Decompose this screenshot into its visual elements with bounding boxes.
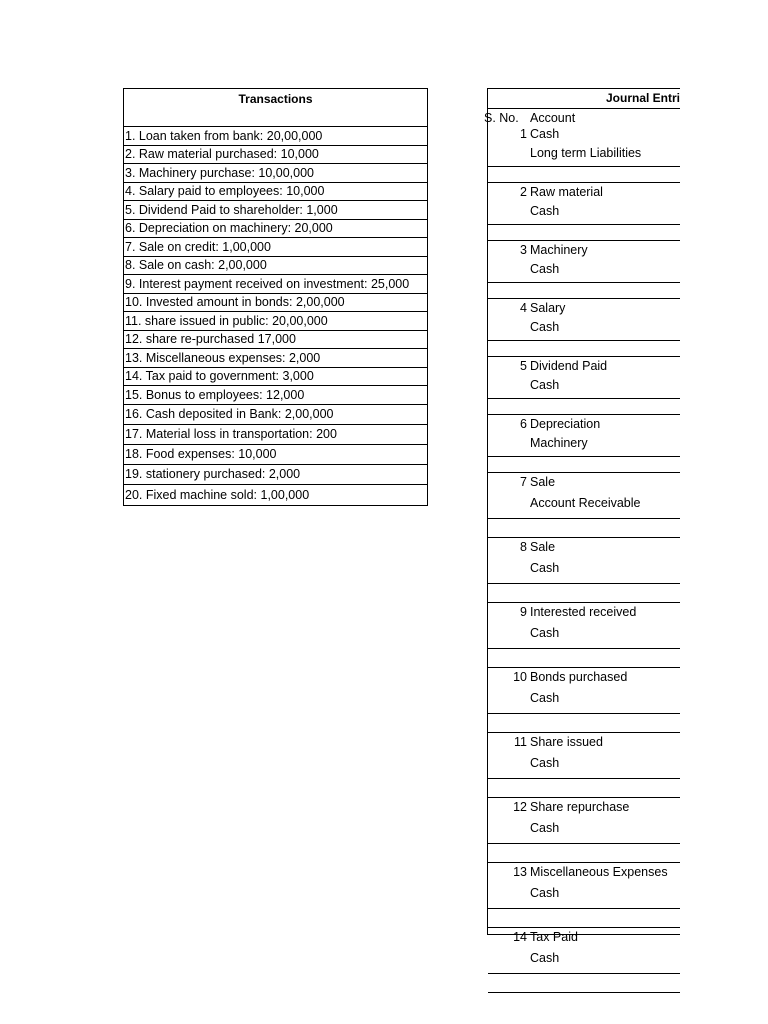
credit-account: Long term Liabilities	[530, 146, 642, 160]
entry-number: 2	[520, 185, 527, 199]
credit-account: Cash	[530, 951, 560, 965]
entry-number: 6	[520, 417, 527, 431]
entry-separator	[488, 843, 680, 844]
debit-account: Raw material	[530, 185, 603, 199]
entry-separator	[488, 340, 680, 341]
transaction-row: 17. Material loss in transportation: 200	[124, 425, 427, 445]
debit-account: Miscellaneous Expenses	[530, 865, 668, 879]
transaction-row: 19. stationery purchased: 2,000	[124, 465, 427, 485]
credit-account: Cash	[530, 561, 560, 575]
transaction-row: 6. Depreciation on machinery: 20,000	[124, 220, 427, 239]
transaction-row: 10. Invested amount in bonds: 2,00,000	[124, 294, 427, 313]
transaction-row: 16. Cash deposited in Bank: 2,00,000	[124, 405, 427, 425]
credit-account: Cash	[530, 756, 560, 770]
sno-column-header: S. No.	[484, 111, 519, 125]
entry-separator	[488, 518, 680, 519]
debit-account: Sale	[530, 475, 556, 489]
transaction-row: 20. Fixed machine sold: 1,00,000	[125, 487, 310, 502]
entry-number: 13	[513, 865, 527, 879]
entry-number: 12	[513, 800, 527, 814]
debit-account: Cash	[530, 127, 560, 141]
entry-separator	[488, 602, 680, 603]
entry-separator	[488, 992, 680, 993]
credit-account: Cash	[530, 262, 560, 276]
credit-account: Cash	[530, 821, 560, 835]
entry-separator	[488, 583, 680, 584]
entry-separator	[488, 927, 680, 928]
entry-number: 7	[520, 475, 527, 489]
entry-separator	[488, 182, 680, 183]
credit-account: Cash	[530, 691, 560, 705]
journal-title-row	[488, 89, 680, 109]
debit-account: Dividend Paid	[530, 359, 608, 373]
transaction-row: 1. Loan taken from bank: 20,00,000	[124, 127, 427, 146]
entry-number: 8	[520, 540, 527, 554]
entry-number: 9	[520, 605, 527, 619]
transaction-row: 3. Machinery purchase: 10,00,000	[124, 164, 427, 183]
entry-separator	[488, 537, 680, 538]
debit-account: Share issued	[530, 735, 603, 749]
transaction-row: 2. Raw material purchased: 10,000	[124, 146, 427, 165]
debit-account: Tax Paid	[530, 930, 578, 944]
entry-separator	[488, 456, 680, 457]
journal-column-header	[484, 109, 680, 127]
transaction-row: 4. Salary paid to employees: 10,000	[124, 183, 427, 202]
transaction-row: 5. Dividend Paid to shareholder: 1,000	[124, 201, 427, 220]
journal-entries-table	[484, 88, 681, 965]
credit-account: Cash	[530, 320, 560, 334]
entry-separator	[488, 973, 680, 974]
transaction-row: 18. Food expenses: 10,000	[124, 445, 427, 465]
debit-account: Salary	[530, 301, 566, 315]
transactions-rows	[124, 127, 427, 505]
credit-account: Account Receivable	[530, 496, 641, 510]
entry-separator	[488, 240, 680, 241]
credit-account: Cash	[530, 378, 560, 392]
transaction-row: 7. Sale on credit: 1,00,000	[124, 238, 427, 257]
credit-account: Cash	[530, 204, 560, 218]
entry-number: 14	[513, 930, 527, 944]
entry-separator	[488, 667, 680, 668]
entry-separator	[488, 778, 680, 779]
entry-separator	[488, 224, 680, 225]
transaction-row: 13. Miscellaneous expenses: 2,000	[124, 349, 427, 368]
credit-account: Machinery	[530, 436, 588, 450]
credit-account: Cash	[530, 886, 560, 900]
entry-number: 10	[513, 670, 527, 684]
entry-number: 5	[520, 359, 527, 373]
entry-number: 11	[514, 735, 527, 749]
entry-separator	[488, 648, 680, 649]
transactions-table	[123, 88, 428, 506]
debit-account: Bonds purchased	[530, 670, 628, 684]
debit-account: Depreciation	[530, 417, 601, 431]
account-column-header: Account	[530, 111, 576, 125]
entry-separator	[488, 298, 680, 299]
entry-number: 3	[520, 243, 527, 257]
debit-account: Machinery	[530, 243, 588, 257]
entry-separator	[488, 166, 680, 167]
debit-account: Share repurchase	[530, 800, 630, 814]
debit-account: Sale	[530, 540, 556, 554]
credit-account: Cash	[530, 626, 560, 640]
entry-separator	[488, 908, 680, 909]
transaction-row: 9. Interest payment received on investment: 25,000	[124, 275, 427, 294]
transaction-row: 11. share issued in public: 20,00,000	[124, 312, 427, 331]
entry-separator	[488, 414, 680, 415]
journal-title: Journal Entri	[606, 91, 681, 105]
entry-number: 1	[520, 127, 527, 141]
transaction-row: 15. Bonus to employees: 12,000	[124, 386, 427, 405]
transaction-row: 8. Sale on cash: 2,00,000	[124, 257, 427, 276]
entry-separator	[488, 797, 680, 798]
transactions-header: Transactions	[124, 89, 427, 127]
entry-separator	[488, 282, 680, 283]
entry-number: 4	[520, 301, 527, 315]
transaction-row: 12. share re-purchased 17,000	[124, 331, 427, 350]
entry-separator	[488, 732, 680, 733]
entry-separator	[488, 472, 680, 473]
debit-account: Interested received	[530, 605, 637, 619]
entry-separator	[488, 862, 680, 863]
entry-separator	[488, 398, 680, 399]
transaction-row: 14. Tax paid to government: 3,000	[124, 368, 427, 387]
entry-separator	[488, 356, 680, 357]
entry-separator	[488, 713, 680, 714]
